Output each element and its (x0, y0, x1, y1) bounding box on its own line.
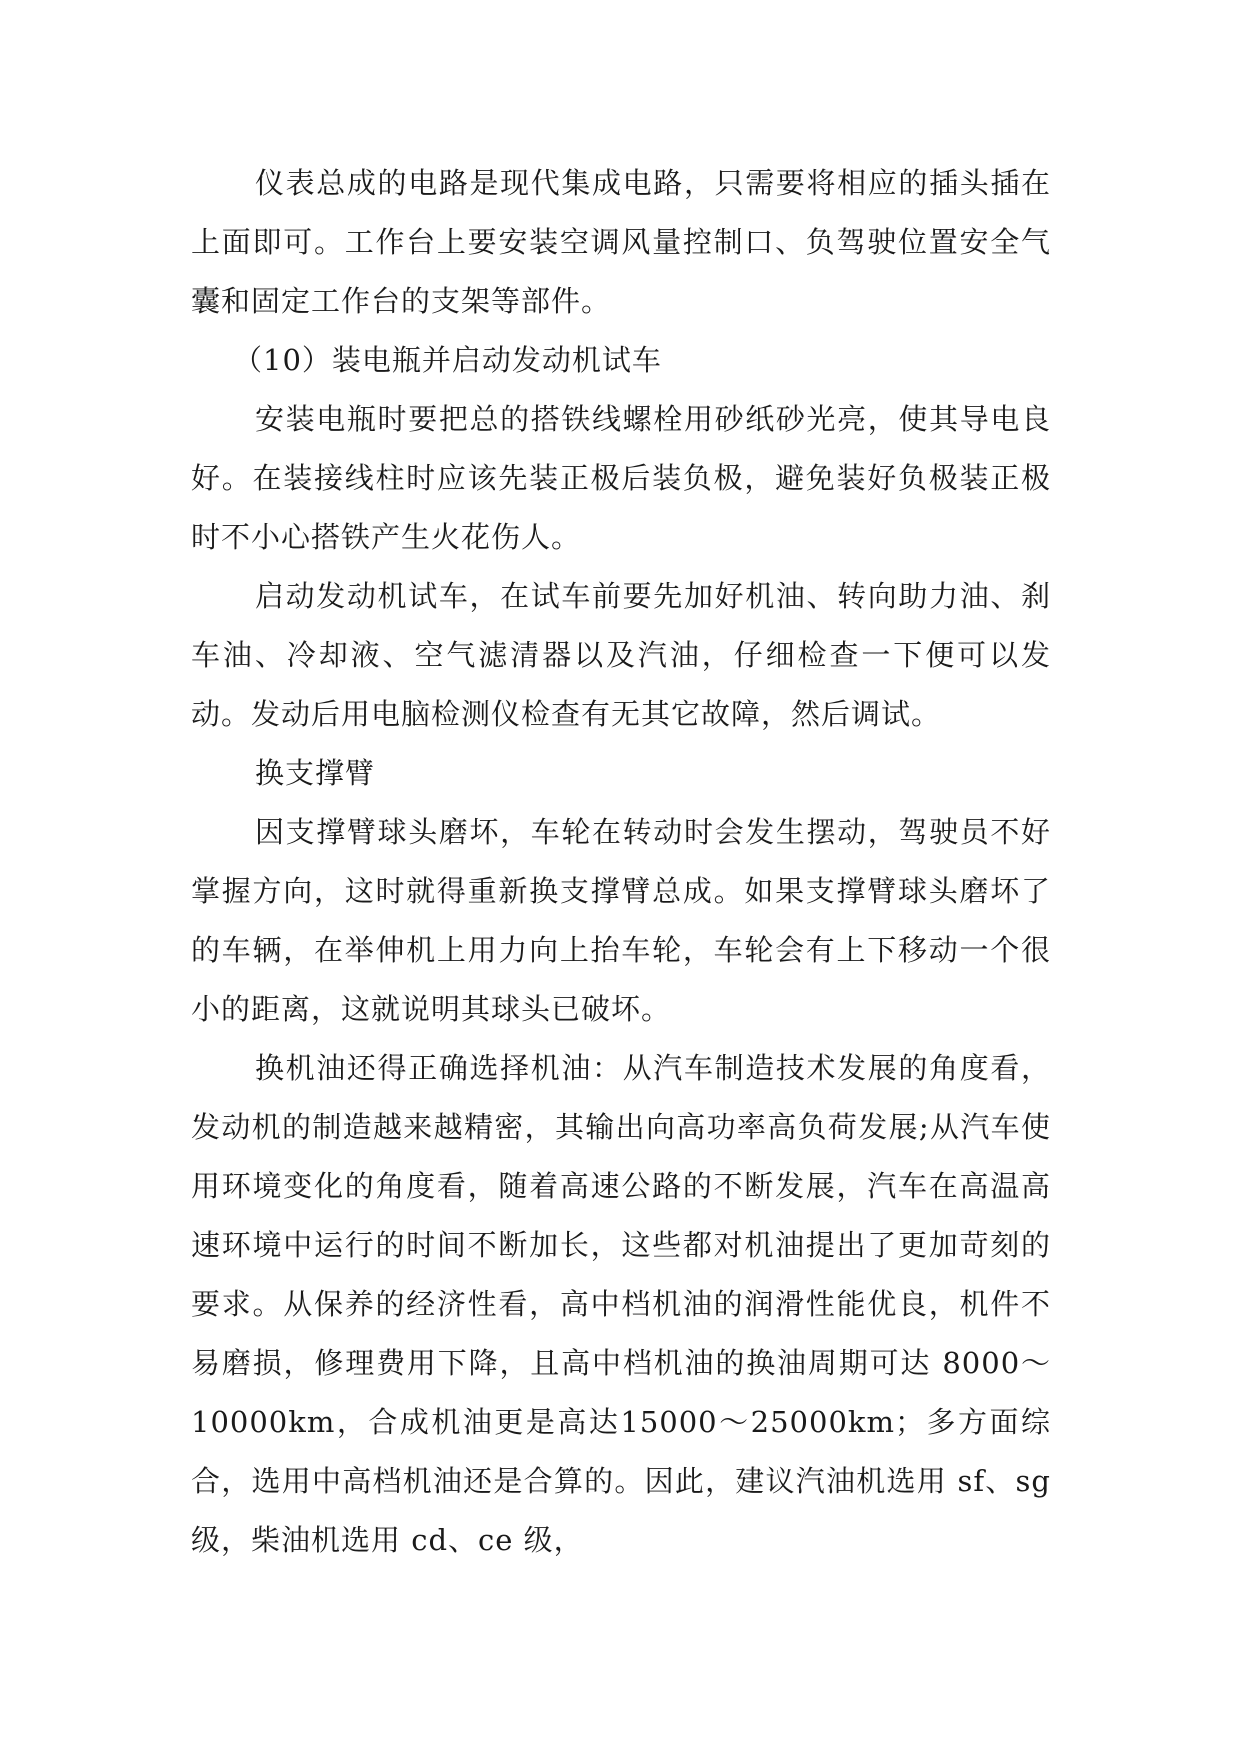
paragraph-instrument-circuit: 仪表总成的电路是现代集成电路，只需要将相应的插头插在上面即可。工作台上要安装空调风量控制口、负驾驶位置安全气囊和固定工作台的支架等部件。 (191, 166, 1051, 318)
section-heading-support-arm: 换支撑臂 (255, 756, 376, 790)
paragraph-oil-selection: 换机油还得正确选择机油：从汽车制造技术发展的角度看，发动机的制造越来越精密，其输出向高功率高负荷发展;从汽车使用环境变化的角度看，随着高速公路的不断发展，汽车在高温高速环境中运行的时间不断加长，这些都对机油提出了更加苛刻的要求。从保养的经济性看，高中档机油的润滑性能优良，机件不易磨损，修理费用下降，且高中档机油的换油周期可达 8000～10000km，合成机油更是高达15000～25000km；多方面综合，选用中高档机油还是合算的。因此，建议汽油机选用 sf、sg 级，柴油机选用 cd、ce 级， (191, 1051, 1051, 1557)
paragraph-battery-install: 安装电瓶时要把总的搭铁线螺栓用砂纸砂光亮，使其导电良好。在装接线柱时应该先装正极后装负极，避免装好负极装正极时不小心搭铁产生火花伤人。 (191, 402, 1051, 554)
paragraph-engine-test: 启动发动机试车，在试车前要先加好机油、转向助力油、刹车油、冷却液、空气滤清器以及汽油，仔细检查一下便可以发动。发动后用电脑检测仪检查有无其它故障，然后调试。 (191, 579, 1051, 731)
paragraph-support-arm: 因支撑臂球头磨坏，车轮在转动时会发生摆动，驾驶员不好掌握方向，这时就得重新换支撑臂总成。如果支撑臂球头磨坏了的车辆，在举伸机上用力向上抬车轮，车轮会有上下移动一个很小的距离，这就说明其球头已破坏。 (191, 815, 1051, 1026)
section-heading-battery: （10）装电瓶并启动发动机试车 (233, 343, 662, 377)
document-body (191, 154, 1051, 1570)
